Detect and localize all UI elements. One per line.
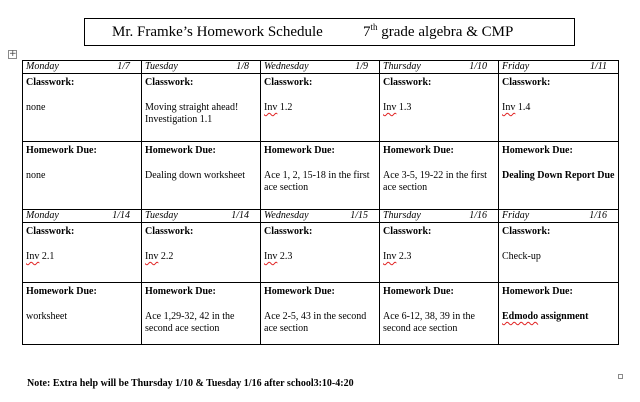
classwork-label: Classwork: <box>26 77 75 88</box>
day-date: 1/14 <box>231 210 249 221</box>
homework-label: Homework Due: <box>383 286 454 297</box>
homework-cell <box>380 283 499 345</box>
classwork-label: Classwork: <box>264 77 313 88</box>
cell-value <box>26 251 138 263</box>
homework-value: Ace 3-5, 19-22 in the first ace section <box>383 170 487 193</box>
grade-suffix: th <box>370 22 378 32</box>
homework-label: Homework Due: <box>26 145 97 156</box>
day-header-cell <box>261 210 380 223</box>
day-header-cell <box>23 61 142 74</box>
homework-cell <box>261 283 380 345</box>
day-name: Friday <box>502 61 530 72</box>
table-resize-handle[interactable] <box>618 374 623 379</box>
homework-label: Homework Due: <box>26 286 97 297</box>
day-name: Tuesday <box>145 61 178 72</box>
day-header <box>26 210 138 222</box>
cell-value <box>264 311 376 335</box>
day-header-cell <box>261 61 380 74</box>
grade-number: 7 <box>363 24 371 40</box>
day-header <box>502 210 615 222</box>
homework-cell <box>261 142 380 210</box>
homework-value: none <box>26 170 46 181</box>
classwork-label: Classwork: <box>383 77 432 88</box>
day-name: Wednesday <box>264 61 309 72</box>
day-header-row <box>23 61 619 74</box>
cell-text: assignment <box>538 311 589 322</box>
classwork-label: Classwork: <box>26 226 75 237</box>
homework-value: Dealing Down Report Due <box>502 170 615 181</box>
spellcheck-word: Inv <box>502 102 516 113</box>
classwork-cell <box>142 74 261 142</box>
spellcheck-word: Inv <box>383 102 397 113</box>
day-header <box>264 210 376 222</box>
day-date: 1/16 <box>589 210 607 221</box>
homework-label: Homework Due: <box>145 145 216 156</box>
day-header <box>383 210 495 222</box>
day-header-cell <box>499 61 619 74</box>
classwork-cell <box>380 223 499 283</box>
day-header <box>264 61 376 73</box>
cell-value <box>264 102 376 114</box>
extra-help-note: Note: Extra help will be Thursday 1/10 & Tuesday 1/16 after school3:10-4:20 <box>27 378 354 389</box>
cell-text: 1.2 <box>277 102 293 113</box>
homework-label: Homework Due: <box>502 145 573 156</box>
day-date: 1/15 <box>350 210 368 221</box>
classwork-cell <box>499 74 619 142</box>
spellcheck-word: Inv <box>145 251 159 262</box>
schedule-title: Mr. Framke’s Homework Schedule <box>112 24 323 40</box>
homework-cell <box>142 283 261 345</box>
day-date: 1/16 <box>469 210 487 221</box>
cell-value <box>502 311 615 323</box>
grade-rest: grade algebra & CMP <box>377 24 514 40</box>
homework-cell <box>499 142 619 210</box>
day-date: 1/7 <box>117 61 130 72</box>
spellcheck-word: Inv <box>383 251 397 262</box>
cell-value <box>26 102 138 114</box>
homework-label: Homework Due: <box>264 145 335 156</box>
day-date: 1/8 <box>236 61 249 72</box>
move-cross-icon[interactable]: + <box>9 49 17 59</box>
classwork-cell <box>499 223 619 283</box>
homework-value: Dealing down worksheet <box>145 170 245 181</box>
cell-value <box>383 311 495 335</box>
homework-label: Homework Due: <box>383 145 454 156</box>
cell-value <box>383 102 495 114</box>
classwork-cell <box>261 74 380 142</box>
schedule-title-box <box>84 18 575 46</box>
day-name: Friday <box>502 210 530 221</box>
spellcheck-word: Inv <box>264 251 278 262</box>
classwork-label: Classwork: <box>264 226 313 237</box>
classwork-cell <box>142 223 261 283</box>
cell-text: Ace 6-12, 38, 39 in the second ace section <box>383 311 475 334</box>
cell-value <box>145 251 257 263</box>
spellcheck-word: Edmodo <box>502 311 539 322</box>
day-header <box>145 61 257 73</box>
cell-text: 1.3 <box>396 102 412 113</box>
spellcheck-word: Inv <box>264 102 278 113</box>
day-header-cell <box>142 61 261 74</box>
cell-value <box>502 102 615 114</box>
cell-value <box>145 311 257 335</box>
day-header-cell <box>499 210 619 223</box>
day-date: 1/11 <box>589 61 607 72</box>
classwork-label: Classwork: <box>383 226 432 237</box>
homework-cell <box>142 142 261 210</box>
day-header-row <box>23 210 619 223</box>
cell-value <box>383 251 495 263</box>
homework-row <box>23 142 619 210</box>
homework-schedule-table <box>22 60 619 345</box>
grade-subtitle <box>363 19 513 45</box>
day-header-cell <box>142 210 261 223</box>
day-name: Thursday <box>383 210 421 221</box>
homework-label: Homework Due: <box>145 286 216 297</box>
cell-text: 2.3 <box>396 251 412 262</box>
classwork-cell <box>23 74 142 142</box>
day-name: Tuesday <box>145 210 178 221</box>
day-header-cell <box>380 61 499 74</box>
day-header <box>145 210 257 222</box>
day-date: 1/9 <box>355 61 368 72</box>
homework-label: Homework Due: <box>502 286 573 297</box>
homework-row <box>23 283 619 345</box>
homework-cell <box>23 283 142 345</box>
cell-text: Ace 1,29-32, 42 in the second ace section <box>145 311 235 334</box>
classwork-row <box>23 223 619 283</box>
classwork-label: Classwork: <box>145 226 194 237</box>
cell-text: none <box>26 102 46 113</box>
classwork-cell <box>261 223 380 283</box>
cell-value <box>264 251 376 263</box>
cell-text: 2.3 <box>277 251 293 262</box>
day-name: Monday <box>26 61 59 72</box>
homework-value: Ace 1, 2, 15-18 in the first ace section <box>264 170 370 193</box>
day-name: Monday <box>26 210 59 221</box>
cell-value <box>145 102 257 126</box>
classwork-cell <box>380 74 499 142</box>
day-header-cell <box>380 210 499 223</box>
homework-label: Homework Due: <box>264 286 335 297</box>
homework-cell <box>380 142 499 210</box>
day-header-cell <box>23 210 142 223</box>
cell-text: Check-up <box>502 251 541 262</box>
spellcheck-word: Inv <box>26 251 40 262</box>
day-header <box>383 61 495 73</box>
classwork-label: Classwork: <box>502 77 551 88</box>
cell-value <box>26 311 138 323</box>
cell-text: 1.4 <box>515 102 531 113</box>
cell-text: 2.2 <box>158 251 174 262</box>
classwork-row <box>23 74 619 142</box>
classwork-cell <box>23 223 142 283</box>
cell-text: Moving straight ahead! Investigation 1.1 <box>145 102 239 125</box>
cell-text: 2.1 <box>39 251 55 262</box>
day-header <box>26 61 138 73</box>
homework-cell <box>499 283 619 345</box>
classwork-label: Classwork: <box>145 77 194 88</box>
day-name: Thursday <box>383 61 421 72</box>
day-name: Wednesday <box>264 210 309 221</box>
cell-text: worksheet <box>26 311 68 322</box>
day-date: 1/14 <box>112 210 130 221</box>
day-header <box>502 61 615 73</box>
cell-value <box>502 251 615 263</box>
classwork-label: Classwork: <box>502 226 551 237</box>
day-date: 1/10 <box>469 61 487 72</box>
cell-text: Ace 2-5, 43 in the second ace section <box>264 311 367 334</box>
homework-cell <box>23 142 142 210</box>
